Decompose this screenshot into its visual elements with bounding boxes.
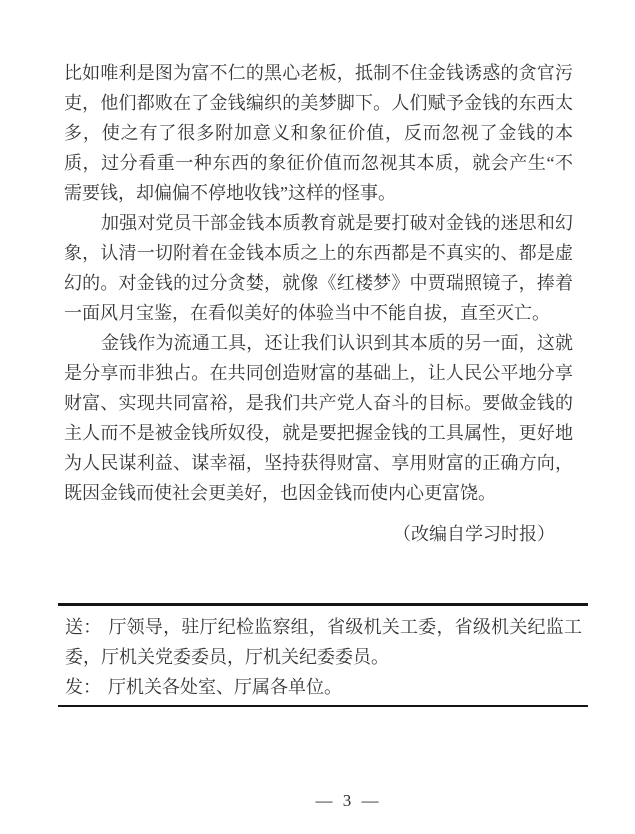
page-number: — 3 — <box>315 791 382 810</box>
distribution-sent-line <box>65 612 582 672</box>
paragraph-1: 比如唯利是图为富不仁的黑心老板，抵制不住金钱诱惑的贪官污吏，他们都败在了金钱编织的美梦脚下。人们赋予金钱的东西太多，使之有了很多附加意义和象征价值，反而忽视了金钱的本质，过分看重一种东西的象征价值而忽视其本质，就会产生“不需要钱，却偏偏不停地收钱”这样的怪事。 <box>64 63 573 203</box>
distribution-block <box>58 603 588 707</box>
paragraph-3: 金钱作为流通工具，还让我们认识到其本质的另一面，这就是分享而非独占。在共同创造财富的基础上，让人民公平地分享财富、实现共同富裕，是我们共产党人奋斗的目标。要做金钱的主人而不是被金钱所奴役，就是要把握金钱的工具属性，更好地为人民谋利益、谋幸福，坚持获得财富、享用财富的正确方向，既因金钱而使社会更美好，也因金钱而使内心更富饶。 <box>64 333 573 503</box>
issued-label: 发： <box>65 677 101 697</box>
paragraph-2: 加强对党员干部金钱本质教育就是要打破对金钱的迷思和幻象，认清一切附着在金钱本质之上的东西都是不真实的、都是虚幻的。对金钱的过分贪婪，就像《红楼梦》中贾瑞照镜子，捧着一面风月宝鉴，在看似美好的体验当中不能自拔，直至灭亡。 <box>64 213 573 323</box>
issued-list: 厅机关各处室、厅属各单位。 <box>108 677 342 697</box>
attribution-line: （改编自学习时报） <box>393 524 555 544</box>
body-text <box>64 58 573 549</box>
sent-label: 送： <box>65 617 102 637</box>
distribution-issued-line <box>65 672 582 702</box>
sent-list: 厅领导，驻厅纪检监察组，省级机关工委，省级机关纪监工委，厅机关党委委员，厅机关纪委委员。 <box>65 617 583 667</box>
